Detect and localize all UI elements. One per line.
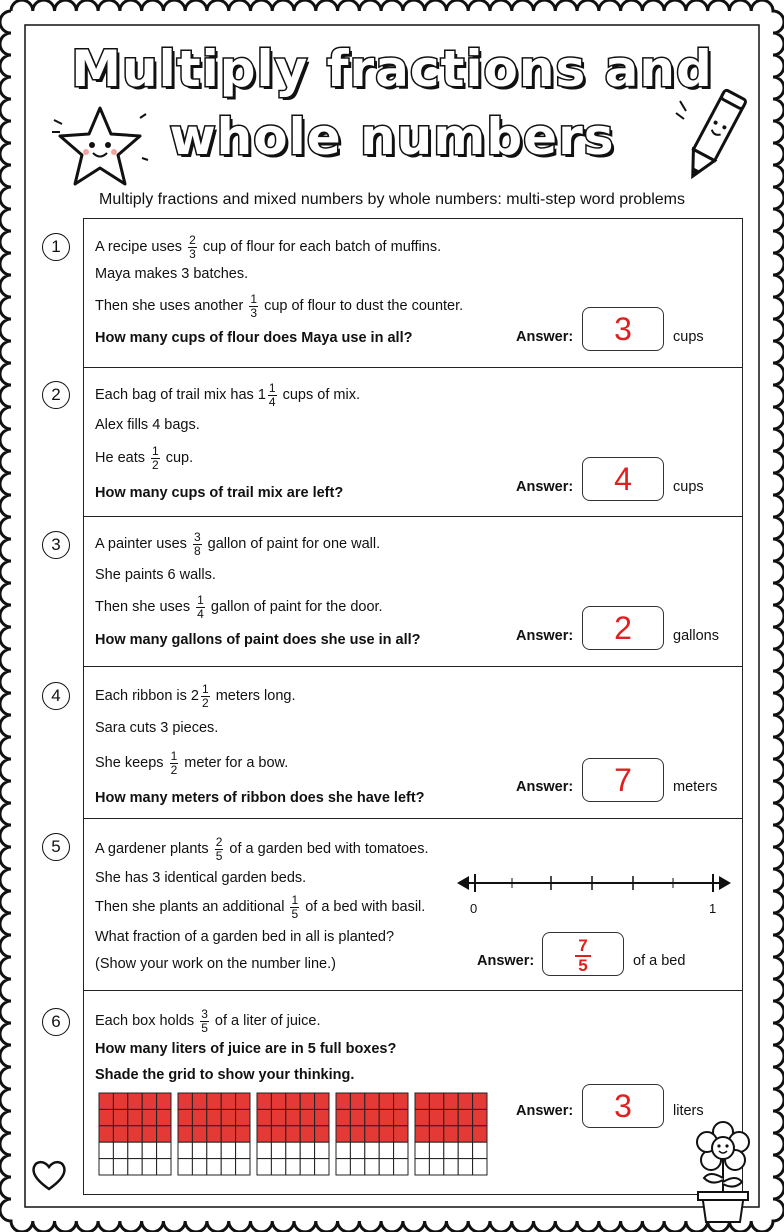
grid-cell-shaded[interactable] — [271, 1093, 285, 1109]
grid-cell[interactable] — [257, 1159, 271, 1175]
grid-cell-shaded[interactable] — [473, 1093, 487, 1109]
text: meter for a bow. — [184, 754, 289, 771]
answer-box[interactable]: 4 — [582, 457, 664, 501]
problem-3-line-2: She paints 6 walls. — [95, 567, 216, 583]
page-title-line-1: Multiply fractions and — [71, 40, 713, 98]
grid-cell[interactable] — [444, 1142, 458, 1158]
grid-cell-shaded[interactable] — [257, 1109, 271, 1125]
fraction — [215, 836, 224, 862]
grid-cell[interactable] — [350, 1142, 364, 1158]
problem-3-question: How many gallons of paint does she use in all? — [95, 632, 421, 648]
grid-cell-shaded[interactable] — [379, 1093, 393, 1109]
text: cup of flour to dust the counter. — [264, 297, 464, 314]
grid-cell-shaded[interactable] — [300, 1093, 314, 1109]
denominator: 5 — [215, 848, 223, 863]
answer-box[interactable] — [542, 932, 624, 976]
denominator: 2 — [170, 762, 178, 777]
grid-cell[interactable] — [365, 1159, 379, 1175]
whole-number: 1 — [257, 386, 266, 403]
grid-cell[interactable] — [142, 1142, 156, 1158]
problem-2-question: How many cups of trail mix are left? — [95, 485, 344, 501]
problem-6-line-1 — [95, 1008, 320, 1034]
text: Each box holds — [95, 1012, 195, 1029]
grid-cell-shaded[interactable] — [429, 1109, 443, 1125]
grid-cell[interactable] — [142, 1159, 156, 1175]
grid-cell[interactable] — [207, 1159, 221, 1175]
problem-5-line-4: What fraction of a garden bed in all is planted? — [95, 929, 395, 945]
grid-cell[interactable] — [99, 1142, 113, 1158]
text: gallon of paint for the door. — [210, 598, 383, 615]
grid-cell-shaded[interactable] — [113, 1109, 127, 1125]
grid-cell[interactable] — [286, 1159, 300, 1175]
grid-cell-shaded[interactable] — [271, 1126, 285, 1142]
grid-cell[interactable] — [236, 1142, 250, 1158]
grid-cell-shaded[interactable] — [458, 1093, 472, 1109]
grid-cell-shaded[interactable] — [444, 1093, 458, 1109]
grid-cell-shaded[interactable] — [178, 1109, 192, 1125]
grid-cell-shaded[interactable] — [350, 1093, 364, 1109]
problem-number: 1 — [42, 233, 70, 261]
fraction — [249, 293, 258, 319]
grid-box[interactable] — [415, 1093, 487, 1175]
grid-cell[interactable] — [192, 1142, 206, 1158]
grid-cell[interactable] — [157, 1159, 171, 1175]
grid-cell[interactable] — [429, 1142, 443, 1158]
fraction — [151, 445, 160, 471]
numerator: 2 — [215, 835, 223, 849]
denominator: 5 — [291, 906, 299, 921]
grid-cell-shaded[interactable] — [192, 1109, 206, 1125]
grid-cell-shaded[interactable] — [315, 1126, 329, 1142]
grid-cell-shaded[interactable] — [415, 1109, 429, 1125]
grid-cell-shaded[interactable] — [142, 1109, 156, 1125]
grid-cell-shaded[interactable] — [444, 1126, 458, 1142]
grid-cell-shaded[interactable] — [236, 1093, 250, 1109]
problem-4-question: How many meters of ribbon does she have left? — [95, 790, 425, 806]
grid-cell-shaded[interactable] — [157, 1093, 171, 1109]
grid-cell[interactable] — [315, 1159, 329, 1175]
grid-cell-shaded[interactable] — [350, 1109, 364, 1125]
text: Then she plants an additional — [95, 898, 285, 915]
numerator: 1 — [250, 292, 258, 306]
fraction — [200, 1008, 209, 1034]
grid-cell[interactable] — [458, 1142, 472, 1158]
numerator: 1 — [291, 893, 299, 907]
problem-5-line-5: (Show your work on the number line.) — [95, 956, 336, 972]
denominator: 4 — [268, 394, 276, 409]
text: meters long. — [215, 687, 296, 704]
problem-6-instruction: Shade the grid to show your thinking. — [95, 1067, 355, 1083]
numerator: 3 — [201, 1007, 208, 1021]
text: gallon of paint for one wall. — [207, 535, 381, 552]
problem-number: 2 — [42, 381, 70, 409]
denominator: 4 — [197, 606, 204, 621]
denominator: 8 — [193, 543, 201, 558]
grid-cell[interactable] — [236, 1159, 250, 1175]
number-line-label-end: 1 — [709, 901, 717, 916]
grid-cell-shaded[interactable] — [236, 1126, 250, 1142]
problem-number: 5 — [42, 833, 70, 861]
numerator: 2 — [189, 233, 196, 247]
grid-cell-shaded[interactable] — [236, 1109, 250, 1125]
problem-4-line-3 — [95, 750, 288, 776]
flower-pot-icon — [688, 1118, 758, 1226]
grid-cell[interactable] — [257, 1142, 271, 1158]
text: He eats — [95, 449, 145, 466]
subtitle: Multiply fractions and mixed numbers by whole numbers: multi-step word problems — [98, 191, 685, 208]
text: A painter uses — [95, 535, 187, 552]
grid-box[interactable] — [257, 1093, 329, 1175]
text: Each bag of trail mix has — [95, 386, 254, 403]
grid-cell-shaded[interactable] — [429, 1093, 443, 1109]
pencil-icon — [672, 85, 752, 195]
grid-cell-shaded[interactable] — [394, 1093, 408, 1109]
answer-label: Answer: — [516, 628, 574, 644]
grid-cell[interactable] — [178, 1142, 192, 1158]
numerator: 1 — [268, 381, 276, 395]
grid-cell-shaded[interactable] — [350, 1126, 364, 1142]
denominator: 5 — [578, 955, 588, 975]
text: cups of mix. — [282, 386, 360, 403]
grid-cell-shaded[interactable] — [300, 1109, 314, 1125]
grid-cell-shaded[interactable] — [178, 1093, 192, 1109]
answer-unit: of a bed — [633, 953, 686, 969]
grid-cell[interactable] — [415, 1159, 429, 1175]
grid-cell-shaded[interactable] — [178, 1126, 192, 1142]
text: of a garden bed with tomatoes. — [229, 840, 429, 857]
grid-cell-shaded[interactable] — [207, 1093, 221, 1109]
grid-cell-shaded[interactable] — [394, 1109, 408, 1125]
grid-cell[interactable] — [379, 1159, 393, 1175]
text: A recipe uses — [95, 238, 183, 255]
fraction — [290, 894, 299, 920]
grid-cell[interactable] — [473, 1159, 487, 1175]
problem-1-question: How many cups of flour does Maya use in all? — [95, 330, 413, 346]
numerator: 1 — [202, 682, 209, 696]
grid-cell-shaded[interactable] — [192, 1093, 206, 1109]
heart-icon — [30, 1158, 68, 1192]
denominator: 2 — [202, 695, 209, 710]
denominator: 3 — [250, 305, 258, 320]
grid-cell-shaded[interactable] — [142, 1093, 156, 1109]
number-line-label-start: 0 — [470, 901, 478, 916]
problem-2-line-2: Alex fills 4 bags. — [95, 417, 200, 433]
fraction — [188, 234, 197, 260]
text: A gardener plants — [95, 840, 209, 857]
grid-cell-shaded[interactable] — [142, 1126, 156, 1142]
answer-box[interactable]: 7 — [582, 758, 664, 802]
grid-cell-shaded[interactable] — [300, 1126, 314, 1142]
text: cup. — [165, 449, 194, 466]
answer-unit: meters — [673, 779, 718, 795]
grid-box[interactable] — [178, 1093, 250, 1175]
denominator: 3 — [189, 246, 196, 261]
grid-cell-shaded[interactable] — [221, 1126, 235, 1142]
grid-cell-shaded[interactable] — [157, 1126, 171, 1142]
problem-6-question: How many liters of juice are in 5 full boxes? — [95, 1041, 397, 1057]
grid-cell[interactable] — [271, 1142, 285, 1158]
grid-cell-shaded[interactable] — [157, 1109, 171, 1125]
numerator: 1 — [170, 749, 178, 763]
grid-cell-shaded[interactable] — [221, 1093, 235, 1109]
grid-cell[interactable] — [315, 1142, 329, 1158]
fraction — [170, 750, 179, 776]
grid-cell-shaded[interactable] — [473, 1109, 487, 1125]
text: She keeps — [95, 754, 164, 771]
grid-cell-shaded[interactable] — [128, 1109, 142, 1125]
grid-cell-shaded[interactable] — [257, 1126, 271, 1142]
grid-cell[interactable] — [178, 1159, 192, 1175]
grid-cell-shaded[interactable] — [415, 1126, 429, 1142]
grid-cell[interactable] — [444, 1159, 458, 1175]
grid-cell-shaded[interactable] — [286, 1109, 300, 1125]
grid-cell-shaded[interactable] — [315, 1109, 329, 1125]
problem-number: 4 — [42, 682, 70, 710]
problem-5-line-2: She has 3 identical garden beds. — [95, 870, 307, 886]
answer-box[interactable]: 3 — [582, 307, 664, 351]
text: Then she uses another — [95, 297, 244, 314]
answer-label: Answer: — [516, 779, 574, 795]
fraction — [193, 531, 202, 557]
text: cup of flour for each batch of muffins. — [202, 238, 442, 255]
problem-4-line-2: Sara cuts 3 pieces. — [95, 720, 219, 736]
answer-label: Answer: — [516, 479, 574, 495]
grid-cell[interactable] — [429, 1159, 443, 1175]
grid-cell-shaded[interactable] — [336, 1126, 350, 1142]
grid-cell-shaded[interactable] — [113, 1093, 127, 1109]
star-icon — [50, 100, 150, 192]
grid-cell[interactable] — [415, 1142, 429, 1158]
grid-cell-shaded[interactable] — [473, 1126, 487, 1142]
text: Each ribbon is — [95, 687, 187, 704]
denominator: 2 — [152, 457, 159, 472]
problem-2-line-1 — [95, 382, 360, 408]
grid-cell-shaded[interactable] — [207, 1126, 221, 1142]
problem-number: 6 — [42, 1008, 70, 1036]
grid-cell[interactable] — [113, 1142, 127, 1158]
fraction — [201, 683, 210, 709]
grid-cell-shaded[interactable] — [336, 1093, 350, 1109]
text: Then she uses — [95, 598, 191, 615]
answer-box[interactable]: 3 — [582, 1084, 664, 1128]
grid-cell-shaded[interactable] — [429, 1126, 443, 1142]
grid-cell-shaded[interactable] — [365, 1109, 379, 1125]
grid-cell-shaded[interactable] — [221, 1109, 235, 1125]
grid-cell-shaded[interactable] — [99, 1126, 113, 1142]
grid-cell-shaded[interactable] — [128, 1093, 142, 1109]
problem-3-line-3 — [95, 594, 383, 620]
numerator: 1 — [152, 444, 159, 458]
answer-label: Answer: — [477, 953, 535, 969]
grid-cell[interactable] — [300, 1142, 314, 1158]
text: of a bed with basil. — [305, 898, 426, 915]
grid-cell-shaded[interactable] — [415, 1093, 429, 1109]
answer-label: Answer: — [516, 329, 574, 345]
grid-cell-shaded[interactable] — [257, 1093, 271, 1109]
grid-cell[interactable] — [394, 1159, 408, 1175]
grid-cell-shaded[interactable] — [99, 1109, 113, 1125]
grid-cell-shaded[interactable] — [365, 1093, 379, 1109]
grid-cell[interactable] — [365, 1142, 379, 1158]
grid-cell-shaded[interactable] — [394, 1126, 408, 1142]
problem-1-line-1 — [95, 234, 441, 260]
grid-box[interactable] — [99, 1093, 171, 1175]
problem-1-line-2: Maya makes 3 batches. — [95, 266, 249, 282]
grid-cell[interactable] — [221, 1142, 235, 1158]
answer-fraction — [575, 937, 590, 975]
grid-cell-shaded[interactable] — [379, 1126, 393, 1142]
grid-cell-shaded[interactable] — [207, 1109, 221, 1125]
grid-cell-shaded[interactable] — [444, 1109, 458, 1125]
grid-cell-shaded[interactable] — [365, 1126, 379, 1142]
grid-cell-shaded[interactable] — [379, 1109, 393, 1125]
grid-cell-shaded[interactable] — [271, 1109, 285, 1125]
problem-2-line-3 — [95, 445, 193, 471]
grid-cell-shaded[interactable] — [99, 1093, 113, 1109]
numerator: 1 — [197, 593, 204, 607]
grid-cell[interactable] — [336, 1159, 350, 1175]
problem-5-line-3 — [95, 894, 425, 920]
grid-cell-shaded[interactable] — [458, 1126, 472, 1142]
problem-5-line-1 — [95, 836, 429, 862]
grid-cell-shaded[interactable] — [192, 1126, 206, 1142]
text: of a liter of juice. — [214, 1012, 321, 1029]
grid-cell-shaded[interactable] — [128, 1126, 142, 1142]
grid-cell-shaded[interactable] — [286, 1093, 300, 1109]
grid-cell-shaded[interactable] — [113, 1126, 127, 1142]
grid-cell[interactable] — [336, 1142, 350, 1158]
grid-cell[interactable] — [271, 1159, 285, 1175]
denominator: 5 — [201, 1020, 208, 1035]
answer-unit: liters — [673, 1103, 704, 1119]
answer-unit: gallons — [673, 628, 719, 644]
grid-cell[interactable] — [221, 1159, 235, 1175]
grid-cell[interactable] — [207, 1142, 221, 1158]
grid-cell[interactable] — [286, 1142, 300, 1158]
problem-number: 3 — [42, 531, 70, 559]
fraction — [196, 594, 205, 620]
grid-cell-shaded[interactable] — [458, 1109, 472, 1125]
numerator: 3 — [193, 530, 201, 544]
answer-unit: cups — [673, 479, 704, 495]
problem-1-line-3 — [95, 293, 463, 319]
grid-cell-shaded[interactable] — [315, 1093, 329, 1109]
grid-cell[interactable] — [113, 1159, 127, 1175]
grid-cell[interactable] — [458, 1159, 472, 1175]
numerator: 7 — [575, 937, 590, 957]
grid-cell[interactable] — [379, 1142, 393, 1158]
grid-cell[interactable] — [300, 1159, 314, 1175]
problem-3-line-1 — [95, 531, 380, 557]
grid-cell[interactable] — [128, 1159, 142, 1175]
problem-4-line-1 — [95, 683, 296, 709]
answer-unit: cups — [673, 329, 704, 345]
number-line[interactable] — [455, 870, 735, 898]
grid-cell[interactable] — [473, 1142, 487, 1158]
answer-label: Answer: — [516, 1103, 574, 1119]
shading-grids[interactable] — [98, 1092, 488, 1176]
grid-box[interactable] — [336, 1093, 408, 1175]
grid-cell[interactable] — [192, 1159, 206, 1175]
page-title-line-2: whole numbers — [169, 108, 615, 166]
grid-cell[interactable] — [394, 1142, 408, 1158]
answer-box[interactable]: 2 — [582, 606, 664, 650]
grid-cell-shaded[interactable] — [336, 1109, 350, 1125]
grid-cell[interactable] — [350, 1159, 364, 1175]
grid-cell[interactable] — [128, 1142, 142, 1158]
grid-cell[interactable] — [99, 1159, 113, 1175]
grid-cell-shaded[interactable] — [286, 1126, 300, 1142]
grid-cell[interactable] — [157, 1142, 171, 1158]
fraction — [268, 382, 277, 408]
whole-number: 2 — [190, 687, 199, 704]
